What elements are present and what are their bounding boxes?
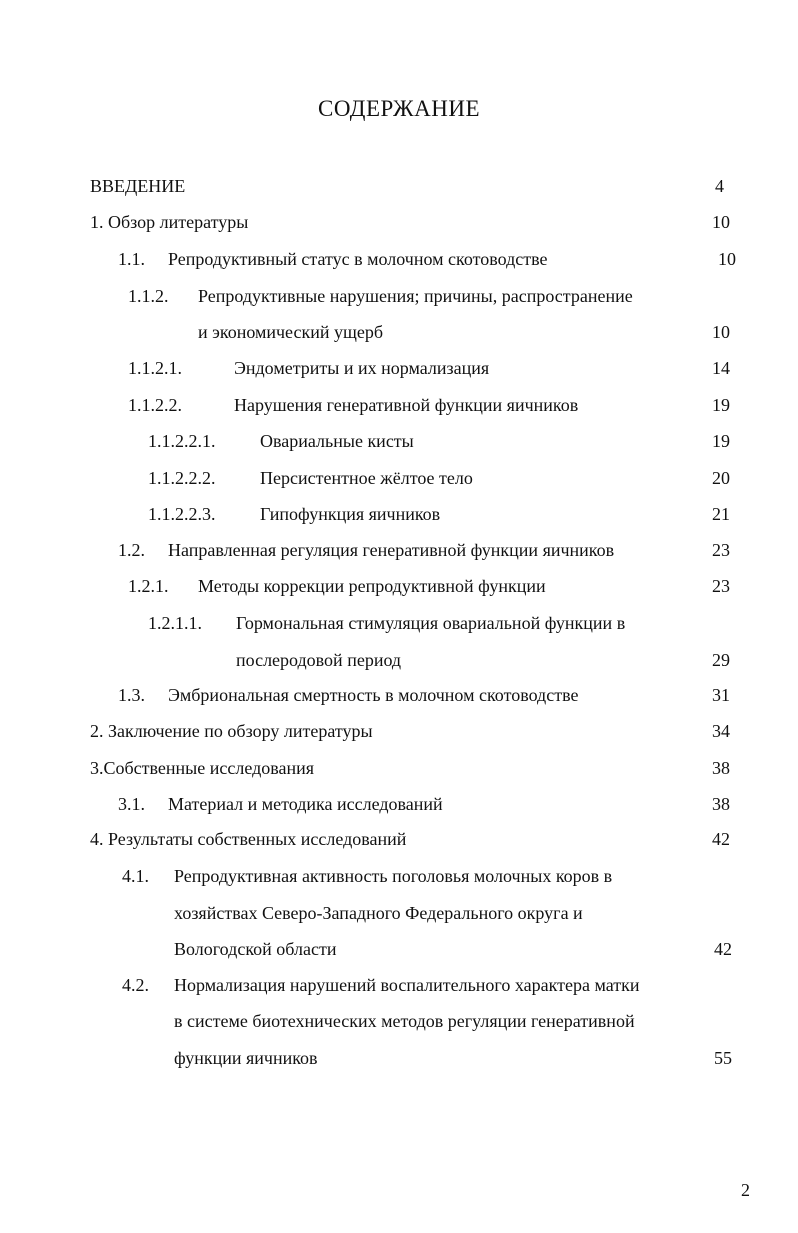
toc-page: 42 [712, 829, 730, 849]
toc-page: 38 [712, 794, 730, 814]
toc-page: 10 [712, 322, 730, 342]
toc-text-cont: функции яичников [174, 1048, 318, 1068]
toc-entry [90, 829, 406, 850]
toc-text-cont: хозяйствах Северо-Западного Федерального округа и [174, 903, 583, 923]
toc-num: 4.1. [122, 866, 149, 886]
toc-text: Заключение по обзору литературы [108, 721, 373, 741]
toc-text: Эндометриты и их нормализация [234, 358, 490, 378]
toc-num: 1.1. [118, 249, 145, 269]
toc-num: 1.1.2. [128, 286, 169, 306]
toc-text: ВВЕДЕНИЕ [90, 176, 186, 196]
toc-text: Обзор литературы [108, 212, 249, 232]
toc-num: 1.1.2.2.3. [148, 504, 216, 524]
toc-text: Нарушения генеративной функции яичников [234, 395, 579, 415]
toc-text: Гипофункция яичников [260, 504, 441, 524]
toc-page: 55 [714, 1048, 732, 1068]
toc-page: 23 [712, 540, 730, 560]
toc-page: 10 [712, 212, 730, 232]
toc-num: 1. [90, 212, 104, 232]
toc-text-cont: Вологодской области [174, 939, 337, 959]
toc-text: Гормональная стимуляция овариальной функции в [236, 613, 626, 633]
toc-text: Репродуктивный статус в молочном скотоводстве [168, 249, 548, 269]
page-number: 2 [741, 1180, 750, 1200]
toc-page: 31 [712, 685, 730, 705]
toc-page: 19 [712, 431, 730, 451]
toc-page: 38 [712, 758, 730, 778]
toc-num: 2. [90, 721, 104, 741]
toc-text: Результаты собственных исследований [108, 829, 407, 849]
toc-text: Направленная регуляция генеративной функции яичников [168, 540, 615, 560]
toc-page: 14 [712, 358, 730, 378]
toc-entry [90, 721, 373, 742]
toc-text: Эмбриональная смертность в молочном скотоводстве [168, 685, 579, 705]
toc-num: 1.3. [118, 685, 145, 705]
toc-page: 42 [714, 939, 732, 959]
toc-num: 1.1.2.2.1. [148, 431, 216, 451]
toc-text-cont: в системе биотехнических методов регуляции генеративной [174, 1011, 635, 1031]
toc-num: 1.1.2.2. [128, 395, 182, 415]
toc-text-cont: и экономический ущерб [198, 322, 384, 342]
toc-page: 21 [712, 504, 730, 524]
toc-page: 19 [712, 395, 730, 415]
toc-page: 29 [712, 650, 730, 670]
page-title: СОДЕРЖАНИЕ [317, 96, 480, 121]
toc-text: Овариальные кисты [260, 431, 414, 451]
toc-num: 3. [90, 758, 104, 778]
toc-num: 1.2.1. [128, 576, 169, 596]
toc-text: Нормализация нарушений воспалительного характера матки [174, 975, 640, 995]
toc-text: Методы коррекции репродуктивной функции [198, 576, 546, 596]
toc-text-cont: послеродовой период [236, 650, 402, 670]
toc-page: 4 [715, 176, 724, 196]
toc-num: 1.1.2.1. [128, 358, 182, 378]
toc-text: Собственные исследования [103, 758, 315, 778]
toc-page: 20 [712, 468, 730, 488]
toc-text: Репродуктивная активность поголовья молочных коров в [174, 866, 613, 886]
toc-num: 4. [90, 829, 104, 849]
toc-text: Репродуктивные нарушения; причины, распространение [198, 286, 633, 306]
toc-entry [90, 212, 248, 233]
toc-page: 34 [712, 721, 730, 741]
toc-num: 3.1. [118, 794, 145, 814]
toc-num: 4.2. [122, 975, 149, 995]
toc-page: 23 [712, 576, 730, 596]
toc-text: Персистентное жёлтое тело [260, 468, 473, 488]
toc-num: 1.2.1.1. [148, 613, 202, 633]
toc-page: 10 [718, 249, 736, 269]
toc-text: Материал и методика исследований [168, 794, 443, 814]
toc-num: 1.2. [118, 540, 145, 560]
toc-entry [90, 758, 314, 779]
toc-num: 1.1.2.2.2. [148, 468, 216, 488]
